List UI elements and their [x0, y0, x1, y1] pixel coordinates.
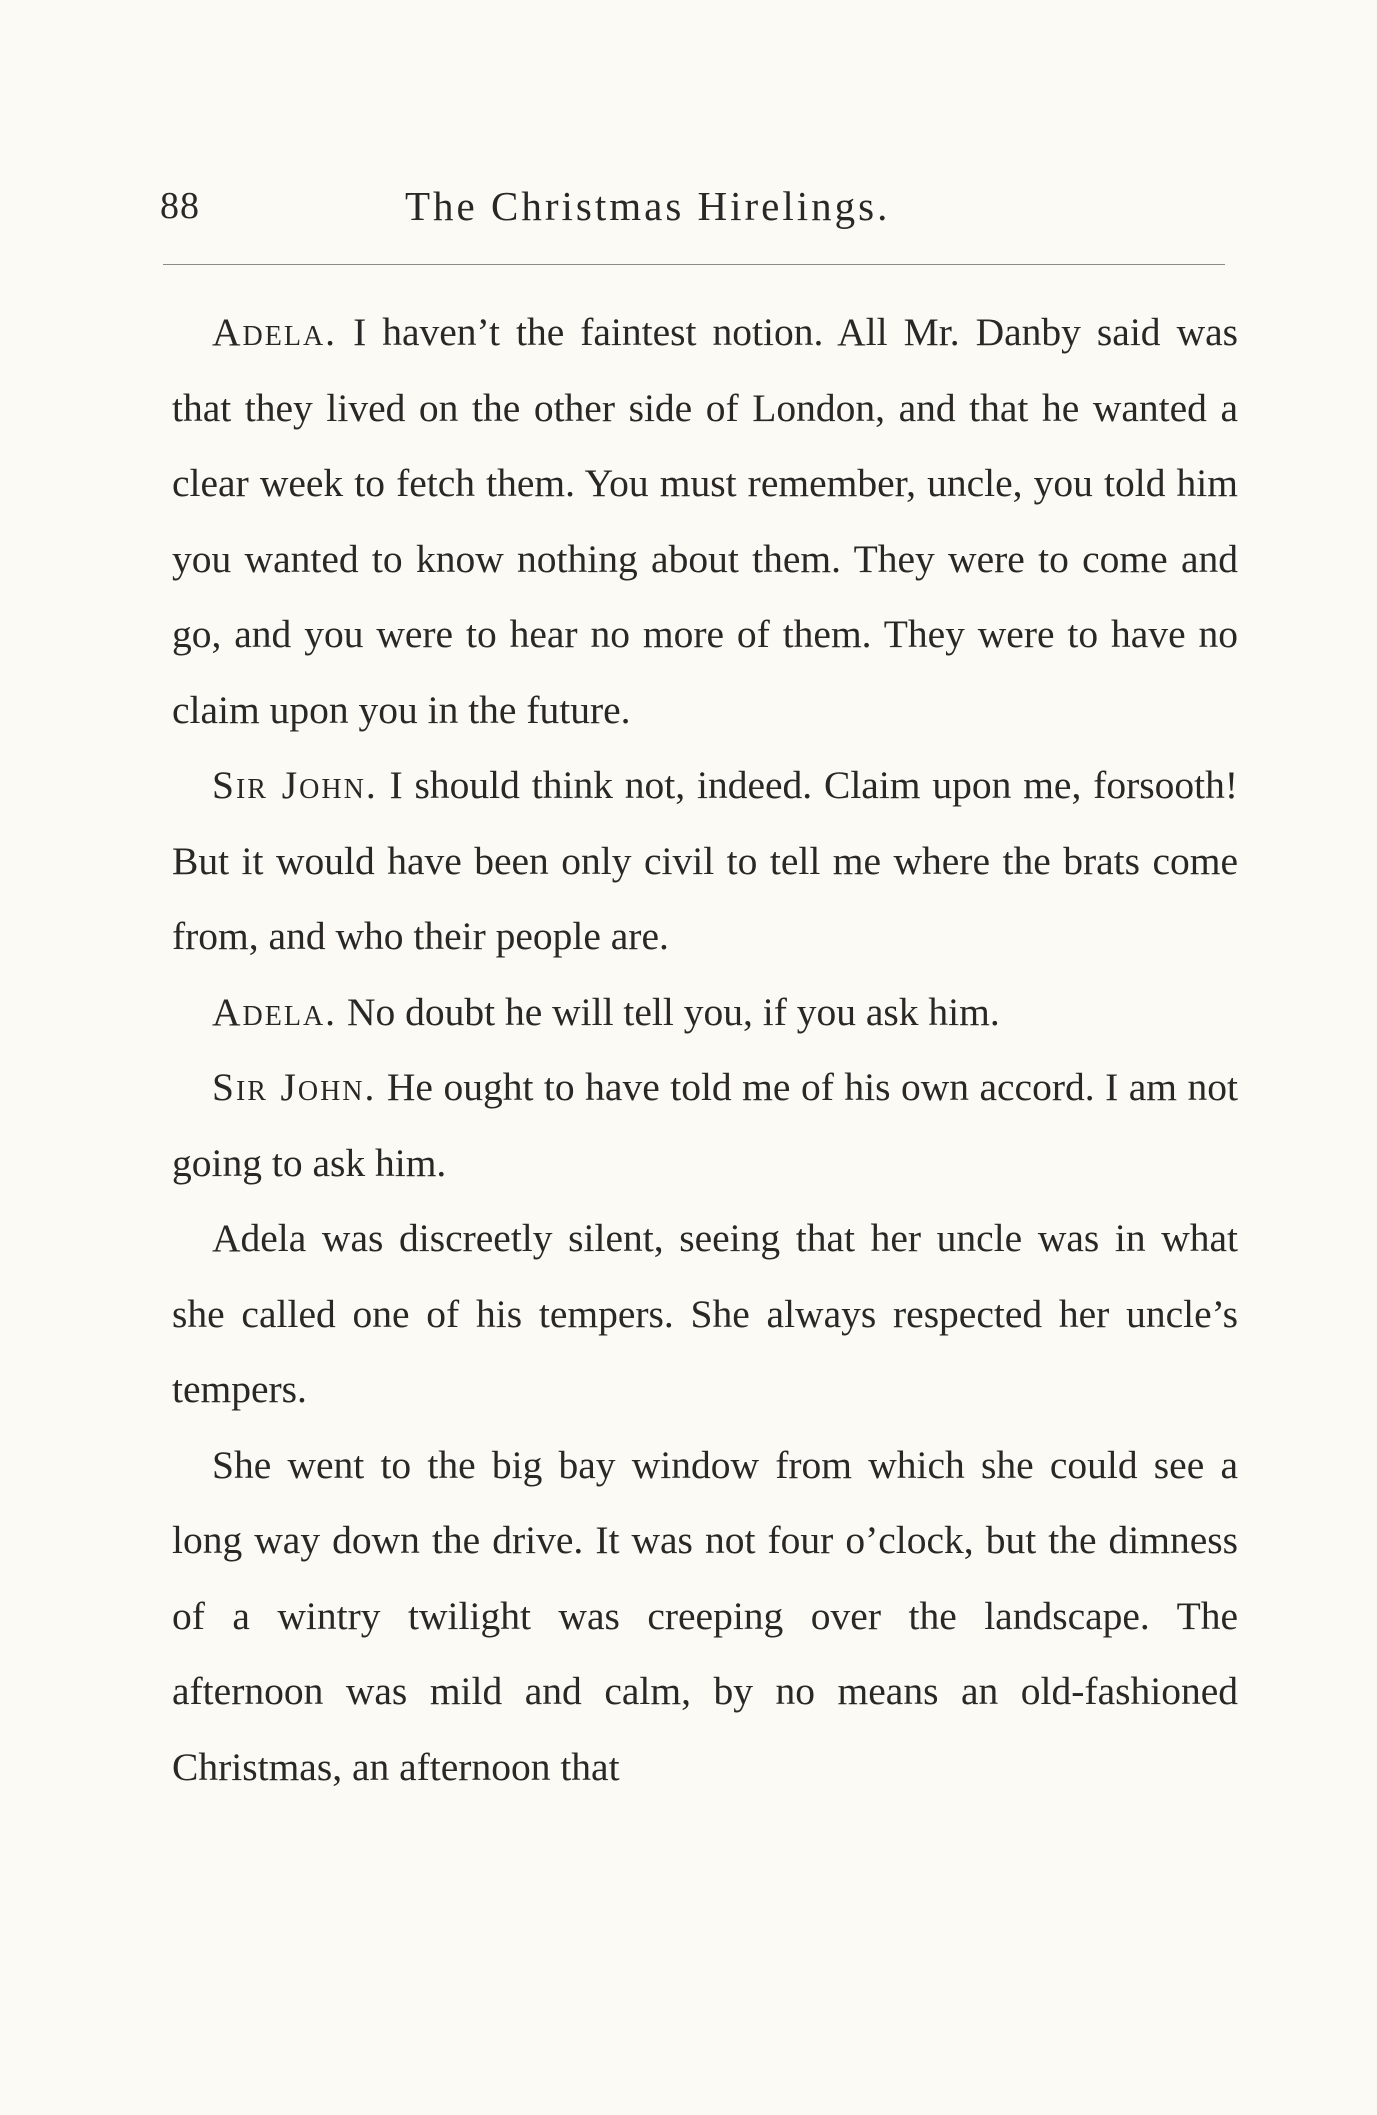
- paragraph-text: He ought to have told me of his own accord. I am not going to ask him.: [172, 1065, 1238, 1185]
- paragraph-text: I haven’t the faintest notion. All Mr. Danby said was that they lived on the other side of London, and that he wanted a clear week to fetch them. You must remember, uncle, you told him you wanted to know nothing about them. They were to come and go, and you were to hear no more of them. They were to have no claim upon you in the future.: [172, 310, 1238, 732]
- paragraph-text: She went to the big bay window from which she could see a long way down the drive. It was not four o’clock, but the dimness of a wintry twilight was creeping over the landscape. The afternoon was mild and calm, by no means an old-fashioned Christmas, an afternoon that: [172, 1442, 1238, 1789]
- running-title: The Christmas Hirelings.: [405, 183, 891, 229]
- paragraph-dialogue-sir-john: [172, 1050, 1238, 1201]
- paragraph-dialogue-adela: [172, 975, 1238, 1051]
- running-head: [160, 176, 1225, 236]
- paragraph-dialogue-adela: [172, 295, 1238, 748]
- paragraph-text: Adela was discreetly silent, seeing that her uncle was in what she called one of his tempers. She always respected her uncle’s tempers.: [172, 1216, 1238, 1411]
- paragraph-text: No doubt he will tell you, if you ask him.: [337, 989, 1000, 1034]
- speaker-name: Adela.: [212, 310, 338, 354]
- paragraph-text: I should think not, indeed. Claim upon me, forsooth! But it would have been only civil to tell me where the brats come from, and who their people are.: [172, 763, 1238, 958]
- speaker-name: Sir John.: [212, 763, 378, 807]
- speaker-name: Sir John.: [212, 1065, 377, 1109]
- paragraph-dialogue-sir-john: [172, 748, 1238, 975]
- speaker-name: Adela.: [212, 989, 338, 1034]
- body-text: [172, 295, 1238, 1805]
- header-rule: [163, 264, 1225, 265]
- page-number: 88: [160, 185, 200, 227]
- paragraph-narrative: [172, 1201, 1238, 1428]
- paragraph-narrative: [172, 1428, 1238, 1806]
